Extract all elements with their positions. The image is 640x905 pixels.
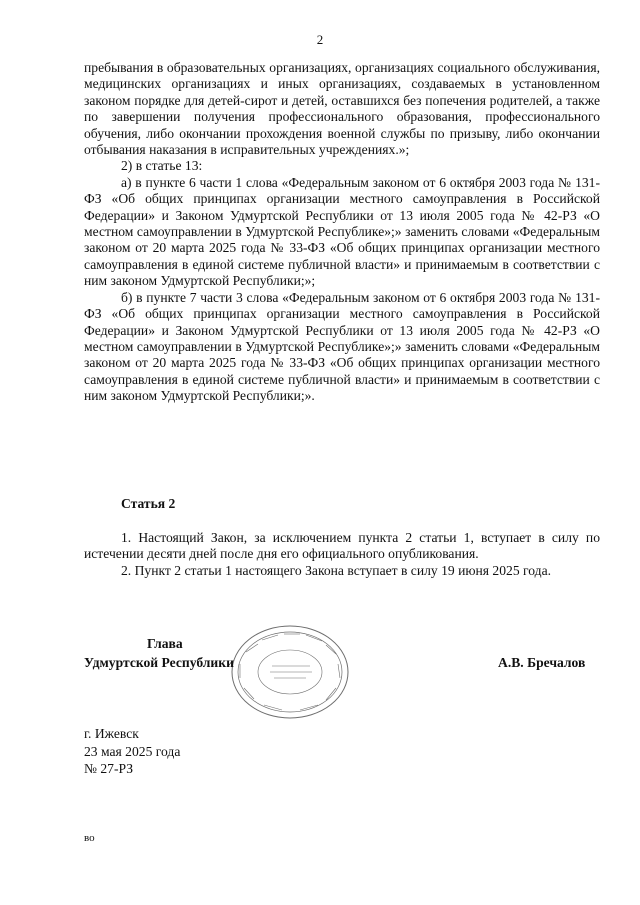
document-body	[84, 60, 600, 405]
signatory-name: А.В. Бречалов	[498, 655, 586, 670]
paragraph-article-13: 2) в статье 13:	[121, 158, 203, 174]
paragraph-item-b: б) в пункте 7 части 3 слова «Федеральным законом от 6 октября 2003 года № 131-ФЗ «Об общих принципах организации местного самоуправления в Российской Федерации» и Законом Удмуртской Республики от 13 июля 2005 года № 42-РЗ «О местном самоуправлении в Удмуртской Республике»;» заменить словами «Федеральным законом от 20 марта 2025 года № 33-ФЗ «Об общих принципах организации местного самоуправления в единой системе публичной власти» и принимаемым в соответствии с ним законом Удмуртской Республики;».	[84, 289, 600, 404]
article-2-body	[84, 530, 600, 579]
paragraph-continuation: пребывания в образовательных организациях, организациях социального обслуживания, медицинских организациях и иных организациях, создаваемых в установленном законом порядке для детей-сирот и детей, оставшихся без попечения родителей, а также по завершении получения профессионального образования, профессионального обучения, либо окончании прохождения военной службы по призыву, либо окончании отбывания наказания в исправительных учреждениях.»;	[84, 60, 600, 158]
law-number: № 27-РЗ	[84, 761, 134, 776]
article-2-heading: Статья 2	[121, 496, 176, 511]
paragraph-item-a: а) в пункте 6 части 1 слова «Федеральным законом от 6 октября 2003 года № 131-ФЗ «Об общих принципах организации местного самоуправления в Российской Федерации» и Законом Удмуртской Республики от 13 июля 2005 года № 42-РЗ «О местном самоуправлении в Удмуртской Республике»;» заменить словами «Федеральным законом от 20 марта 2025 года № 33-ФЗ «Об общих принципах организации местного самоуправления в единой системе публичной власти» и принимаемым в соответствии с ним законом Удмуртской Республики;»;	[84, 174, 600, 289]
date: 23 мая 2025 года	[84, 743, 181, 759]
article-2-paragraph-1: 1. Настоящий Закон, за исключением пункта 2 статьи 1, вступает в силу по истечении десяти дней после дня его официального опубликования.	[84, 530, 600, 562]
place-date-block	[84, 725, 180, 778]
official-seal-stamp	[228, 622, 352, 722]
signature-title-line-2: Удмуртской Республики	[84, 655, 234, 670]
city: г. Ижевск	[84, 726, 139, 741]
footer-mark: во	[84, 832, 95, 844]
signature-title-line-1: Глава	[147, 636, 183, 651]
page-number: 2	[316, 32, 324, 47]
article-2-paragraph-2: 2. Пункт 2 статьи 1 настоящего Закона вступает в силу 19 июня 2025 года.	[121, 562, 552, 578]
